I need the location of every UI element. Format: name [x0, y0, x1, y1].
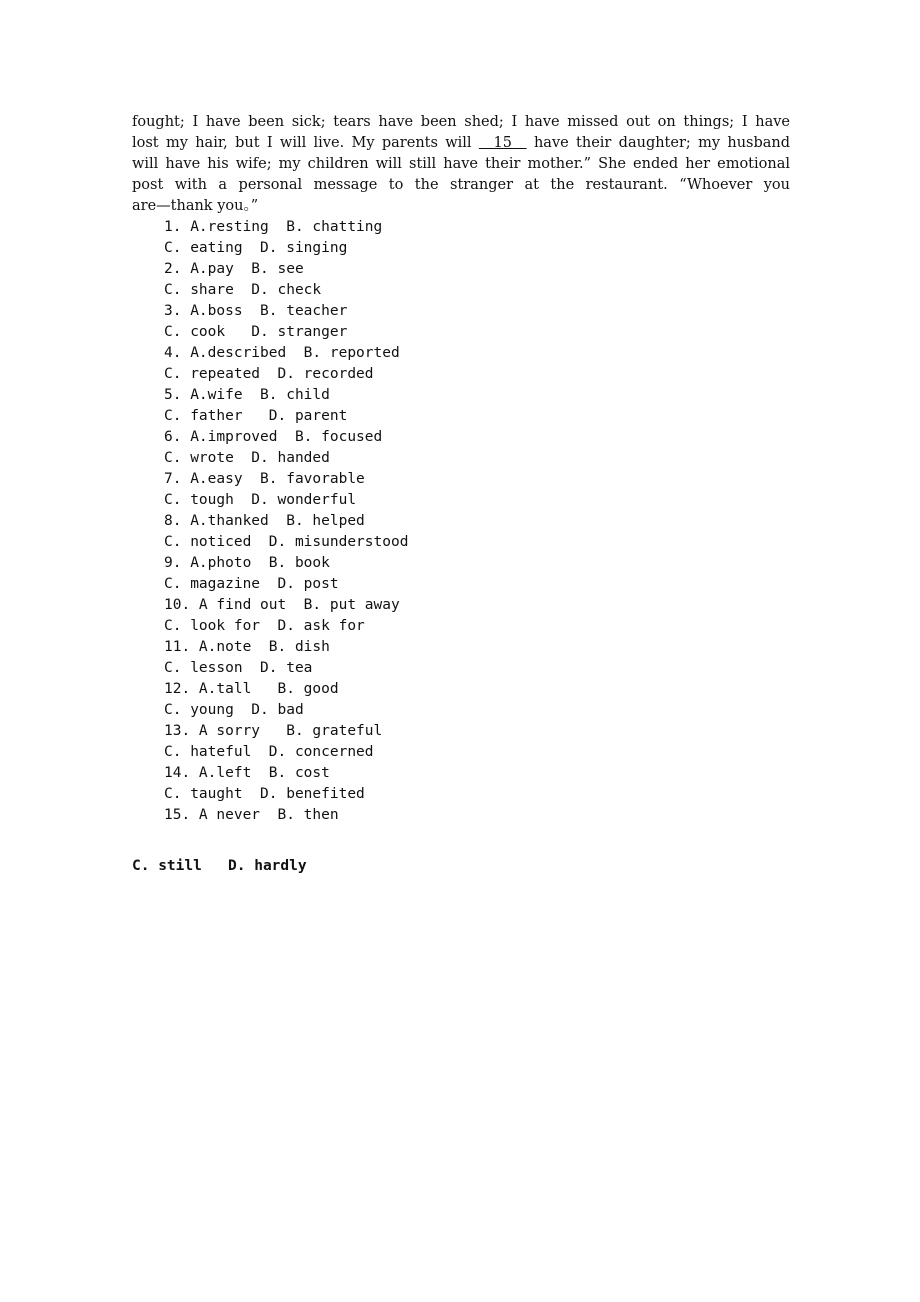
- passage-line: will have his wife; my children will still have their mother.” She ended her emotional: [132, 156, 790, 172]
- answer-option-line: C. taught D. benefited: [164, 786, 365, 802]
- answer-option-line: 2. A.pay B. see: [164, 261, 304, 277]
- answer-option-line: 5. A.wife B. child: [164, 387, 330, 403]
- answer-option-line: C. eating D. singing: [164, 240, 348, 256]
- answer-option-line: C. father D. parent: [164, 408, 348, 424]
- answer-option-line: C. lesson D. tea: [164, 660, 313, 676]
- answer-option-line: C. repeated D. recorded: [164, 366, 374, 382]
- answer-option-line: 3. A.boss B. teacher: [164, 303, 348, 319]
- answer-option-line: C. magazine D. post: [164, 576, 339, 592]
- passage-line: are—thank you。”: [132, 198, 259, 214]
- final-option-line: C. still D. hardly: [132, 858, 307, 874]
- blank-number: 15: [493, 135, 512, 151]
- answer-option-line: C. cook D. stranger: [164, 324, 348, 340]
- answer-option-line: 7. A.easy B. favorable: [164, 471, 365, 487]
- answer-option-line: C. young D. bad: [164, 702, 304, 718]
- answer-option-line: 8. A.thanked B. helped: [164, 513, 365, 529]
- answer-options-list: [164, 217, 408, 826]
- answer-option-line: C. wrote D. handed: [164, 450, 330, 466]
- answer-option-line: 14. A.left B. cost: [164, 765, 330, 781]
- blank-15: [479, 135, 527, 151]
- answer-option-line: 10. A find out B. put away: [164, 597, 400, 613]
- answer-option-line: C. hateful D. concerned: [164, 744, 374, 760]
- passage-line: post with a personal message to the stranger at the restaurant. “Whoever you: [132, 177, 790, 193]
- answer-option-line: 6. A.improved B. focused: [164, 429, 383, 445]
- answer-option-line: 4. A.described B. reported: [164, 345, 400, 361]
- passage-paragraph: [132, 112, 790, 217]
- answer-option-line: C. noticed D. misunderstood: [164, 534, 409, 550]
- passage-line-end: have their daughter; my husband: [533, 135, 791, 151]
- answer-option-line: C. tough D. wonderful: [164, 492, 357, 508]
- answer-option-line: 1. A.resting B. chatting: [164, 219, 383, 235]
- answer-option-line: 12. A.tall B. good: [164, 681, 339, 697]
- passage-line-with-blank: [132, 133, 790, 154]
- passage-line-start: lost my hair, but I will live. My parents will: [132, 135, 472, 151]
- answer-option-line: 15. A never B. then: [164, 807, 339, 823]
- answer-option-line: C. share D. check: [164, 282, 322, 298]
- passage-line: fought; I have been sick; tears have been shed; I have missed out on things; I have: [132, 114, 790, 130]
- answer-option-line: 9. A.photo B. book: [164, 555, 330, 571]
- answer-option-line: C. look for D. ask for: [164, 618, 365, 634]
- answer-option-line: 13. A sorry B. grateful: [164, 723, 383, 739]
- answer-option-line: 11. A.note B. dish: [164, 639, 330, 655]
